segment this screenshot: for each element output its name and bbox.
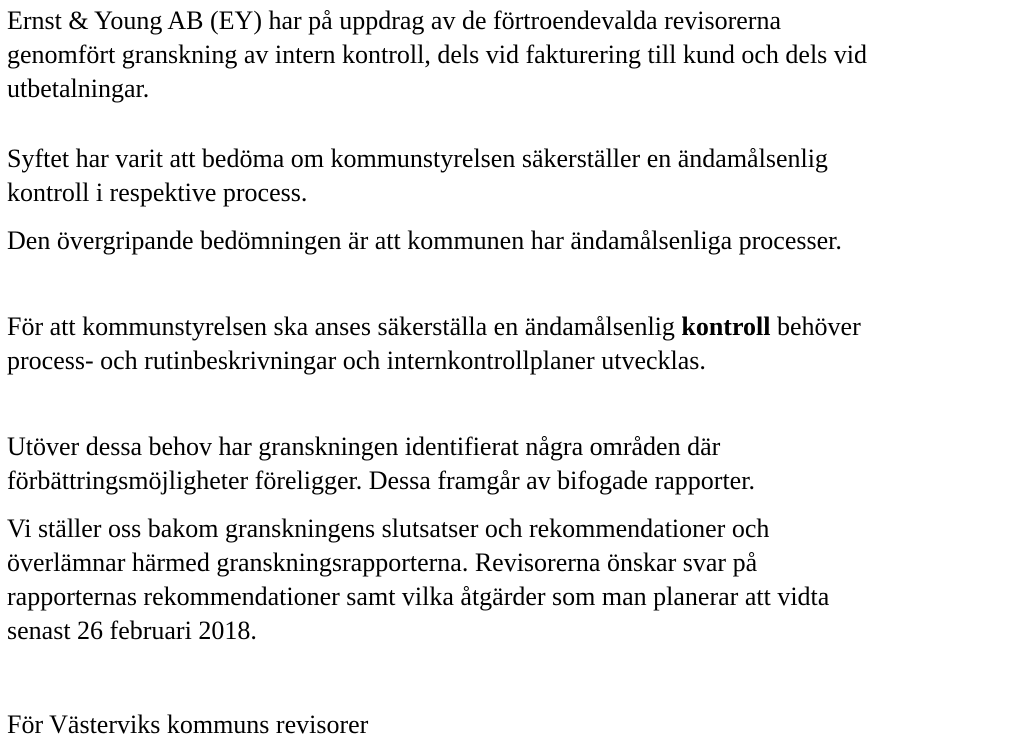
text-line: förbättringsmöjligheter föreligger. Dessa framgår av bifogade rapporter. [7,466,755,495]
text-line: process- och rutinbeskrivningar och internkontrollplaner utvecklas. [7,346,706,375]
text-line: Ernst & Young AB (EY) har på uppdrag av de förtroendevalda revisorerna [7,6,782,35]
text-line: För Västerviks kommuns revisorer [7,710,369,739]
text-line: Den övergripande bedömningen är att kommunen har ändamålsenliga processer. [7,226,842,255]
paragraph-purpose [7,142,1017,210]
text-run: För att kommunstyrelsen ska anses säkerställa en ändamålsenlig [7,312,682,341]
text-line: Vi ställer oss bakom granskningens slutsatser och rekommendationer och [7,514,770,543]
paragraph-assignment [7,4,1017,106]
paragraph-requirement [7,310,1017,378]
text-line: Utöver dessa behov har granskningen identifierat några områden där [7,432,721,461]
text-line: utbetalningar. [7,74,150,103]
paragraph-conclusion [7,512,1017,648]
text-line: överlämnar härmed granskningsrapporterna. Revisorerna önskar svar på [7,548,758,577]
text-run: behöver [770,312,861,341]
paragraph-signature [7,708,1017,742]
text-line: rapporternas rekommendationer samt vilka åtgärder som man planerar att vidta [7,582,830,611]
paragraph-overall-assessment [7,224,1017,258]
text-line: senast 26 februari 2018. [7,616,257,645]
paragraph-improvements [7,430,1017,498]
text-line: Syftet har varit att bedöma om kommunstyrelsen säkerställer en ändamålsenlig [7,144,828,173]
bold-keyword: kontroll [681,312,771,341]
text-line: genomfört granskning av intern kontroll, dels vid fakturering till kund och dels vid [7,40,868,69]
text-line [7,310,1017,344]
text-line: kontroll i respektive process. [7,178,308,207]
